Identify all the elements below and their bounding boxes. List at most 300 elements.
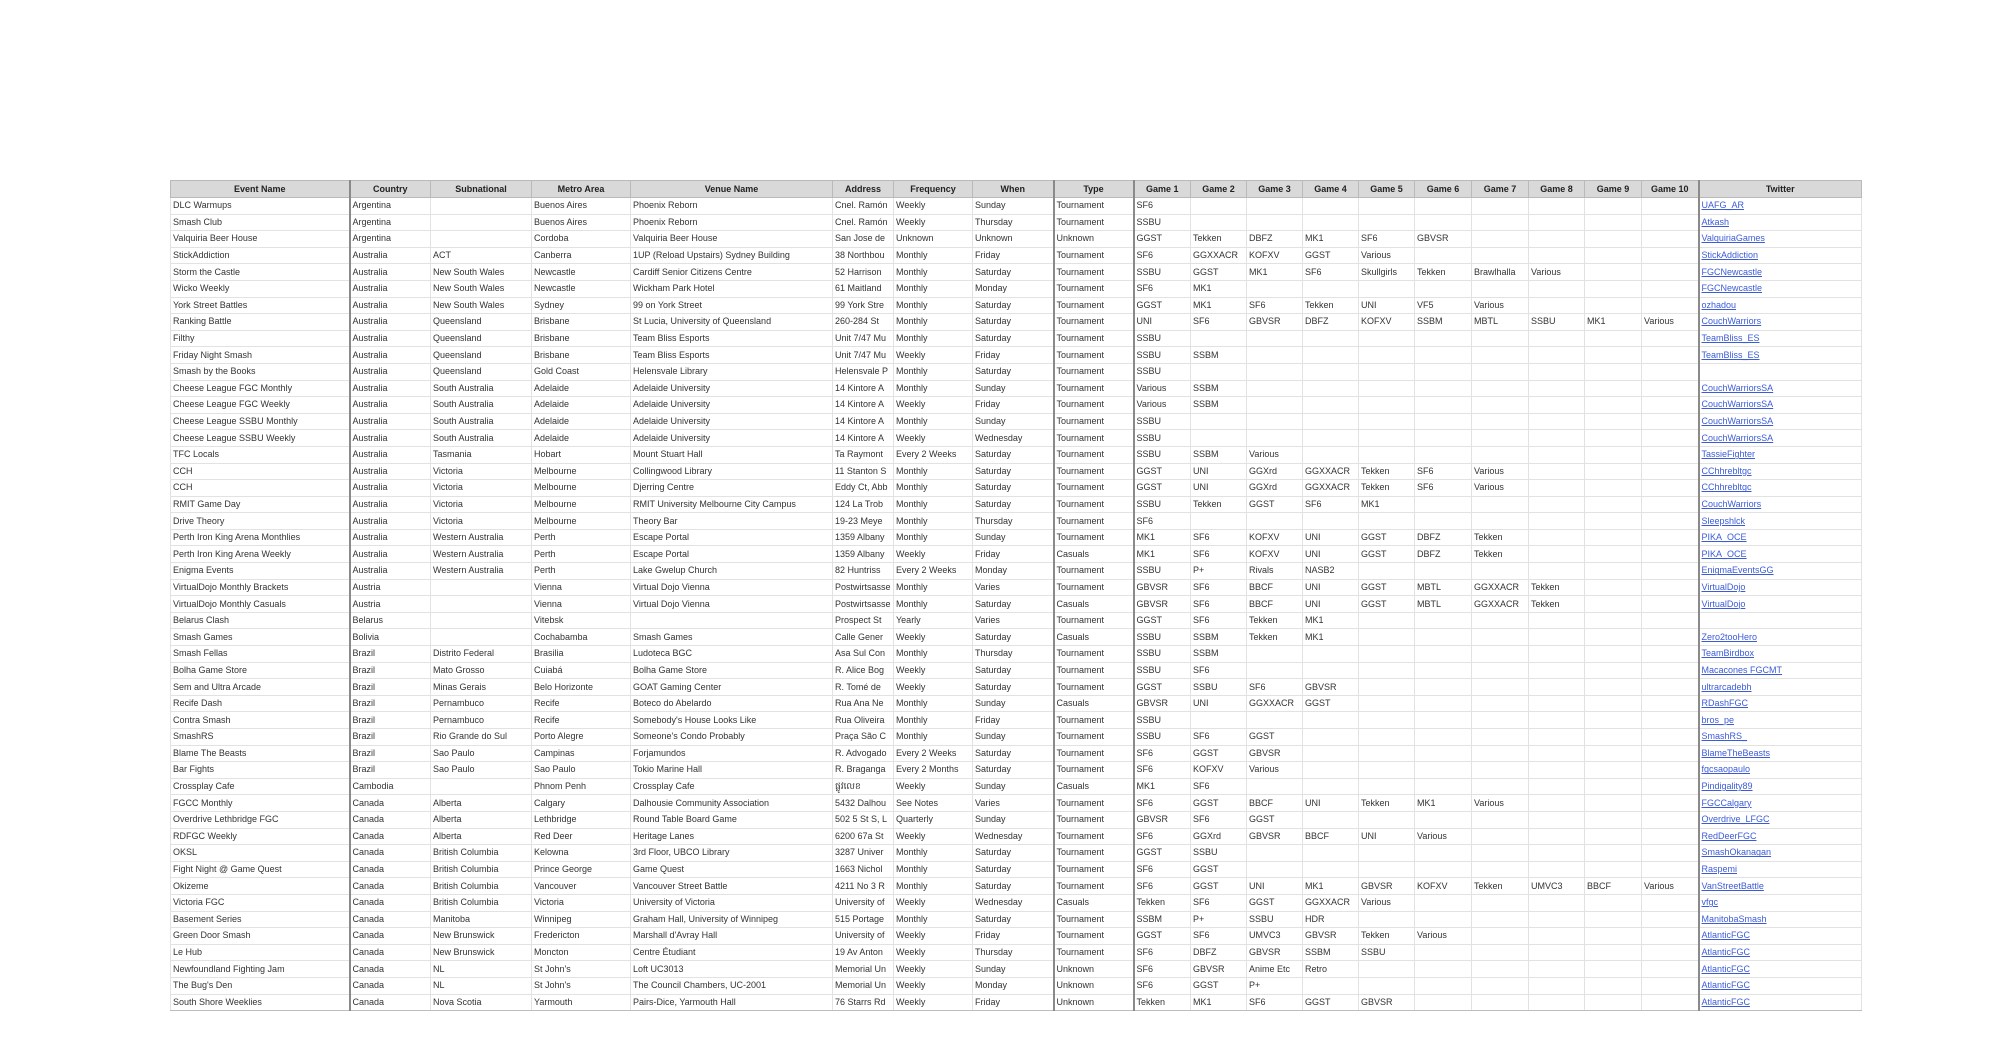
cell-game-9[interactable] [1585,845,1642,862]
cell-subnational[interactable]: ACT [431,247,532,264]
cell-address[interactable]: Eddy Ct, Abb [833,480,894,497]
cell-venue-name[interactable]: Adelaide University [631,380,833,397]
cell-game-7[interactable]: Various [1472,795,1529,812]
cell-game-8[interactable] [1529,729,1585,746]
twitter-link[interactable]: ValquiriaGames [1701,233,1765,244]
cell-when[interactable]: Wednesday [973,894,1054,911]
cell-type[interactable]: Tournament [1054,529,1134,546]
cell-twitter[interactable] [1699,446,1862,463]
cell-type[interactable]: Tournament [1054,811,1134,828]
twitter-link[interactable]: VanStreetBattle [1701,880,1764,891]
twitter-link[interactable]: Overdrive_LFGC [1701,814,1770,825]
cell-metro-area[interactable]: Adelaide [532,397,631,414]
cell-game-5[interactable] [1359,646,1415,663]
cell-game-9[interactable] [1585,363,1642,380]
cell-game-7[interactable]: Tekken [1472,878,1529,895]
cell-game-7[interactable] [1472,679,1529,696]
cell-frequency[interactable]: Weekly [894,977,973,994]
cell-subnational[interactable]: New South Wales [431,280,532,297]
cell-when[interactable]: Thursday [973,646,1054,663]
cell-game-10[interactable] [1642,596,1699,613]
cell-game-4[interactable]: MK1 [1303,231,1359,248]
twitter-link[interactable]: TassieFighter [1701,449,1756,460]
cell-subnational[interactable]: Pernambuco [431,712,532,729]
cell-game-2[interactable] [1191,430,1247,447]
cell-game-4[interactable]: MK1 [1303,612,1359,629]
cell-game-3[interactable]: GGST [1247,811,1303,828]
cell-game-2[interactable] [1191,363,1247,380]
cell-subnational[interactable] [431,198,532,215]
cell-game-4[interactable]: UNI [1303,596,1359,613]
cell-game-8[interactable] [1529,612,1585,629]
cell-address[interactable]: 14 Kintore A [833,413,894,430]
cell-address[interactable]: 1359 Albany [833,529,894,546]
cell-game-4[interactable] [1303,280,1359,297]
cell-subnational[interactable] [431,214,532,231]
cell-game-7[interactable] [1472,363,1529,380]
cell-address[interactable]: 61 Maitland [833,280,894,297]
cell-game-8[interactable] [1529,413,1585,430]
cell-game-9[interactable] [1585,629,1642,646]
cell-country[interactable]: Australia [350,363,431,380]
cell-game-3[interactable]: GGST [1247,894,1303,911]
cell-game-10[interactable] [1642,380,1699,397]
cell-game-6[interactable]: GBVSR [1415,231,1472,248]
cell-game-3[interactable]: Tekken [1247,629,1303,646]
cell-game-3[interactable]: SF6 [1247,297,1303,314]
cell-when[interactable]: Sunday [973,198,1054,215]
cell-frequency[interactable]: Weekly [894,214,973,231]
cell-twitter[interactable] [1699,828,1862,845]
cell-when[interactable]: Thursday [973,944,1054,961]
cell-venue-name[interactable]: Escape Portal [631,529,833,546]
cell-type[interactable]: Tournament [1054,247,1134,264]
cell-game-6[interactable] [1415,496,1472,513]
cell-game-5[interactable]: GGST [1359,546,1415,563]
cell-game-1[interactable]: SF6 [1134,944,1191,961]
cell-game-3[interactable]: GBVSR [1247,745,1303,762]
cell-country[interactable]: Canada [350,828,431,845]
cell-venue-name[interactable]: Adelaide University [631,430,833,447]
cell-game-5[interactable] [1359,363,1415,380]
cell-event-name[interactable]: VirtualDojo Monthly Casuals [171,596,350,613]
cell-game-4[interactable]: GGST [1303,247,1359,264]
cell-game-1[interactable]: MK1 [1134,546,1191,563]
cell-game-2[interactable]: GBVSR [1191,961,1247,978]
cell-country[interactable]: Brazil [350,729,431,746]
twitter-link[interactable]: CouchWarriorsSA [1701,416,1774,427]
cell-twitter[interactable] [1699,762,1862,779]
twitter-link[interactable]: CChhrebltgc [1701,465,1752,476]
cell-type[interactable]: Tournament [1054,463,1134,480]
cell-game-7[interactable] [1472,214,1529,231]
cell-game-9[interactable] [1585,596,1642,613]
cell-when[interactable]: Monday [973,280,1054,297]
column-header-game-9[interactable]: Game 9 [1585,181,1642,198]
cell-game-9[interactable] [1585,944,1642,961]
cell-country[interactable]: Australia [350,314,431,331]
cell-game-9[interactable] [1585,795,1642,812]
cell-game-1[interactable]: SSBU [1134,629,1191,646]
cell-game-1[interactable]: UNI [1134,314,1191,331]
cell-subnational[interactable]: Western Australia [431,529,532,546]
cell-game-2[interactable]: SF6 [1191,596,1247,613]
cell-game-8[interactable] [1529,662,1585,679]
twitter-link[interactable]: CouchWarriorsSA [1701,382,1774,393]
twitter-link[interactable]: AtlanticFGC [1701,980,1751,991]
cell-venue-name[interactable]: Team Bliss Esports [631,330,833,347]
cell-game-2[interactable]: SF6 [1191,529,1247,546]
cell-address[interactable]: 6200 67a St [833,828,894,845]
cell-game-8[interactable] [1529,646,1585,663]
twitter-link[interactable]: TeamBliss_ES [1701,349,1760,360]
cell-subnational[interactable]: Pernambuco [431,695,532,712]
cell-country[interactable]: Australia [350,380,431,397]
cell-game-6[interactable]: KOFXV [1415,878,1472,895]
cell-twitter[interactable] [1699,845,1862,862]
cell-twitter[interactable] [1699,347,1862,364]
cell-twitter[interactable] [1699,264,1862,281]
cell-subnational[interactable]: Victoria [431,513,532,530]
cell-country[interactable]: Canada [350,894,431,911]
cell-address[interactable]: Prospect St [833,612,894,629]
cell-game-7[interactable] [1472,894,1529,911]
cell-when[interactable]: Saturday [973,679,1054,696]
cell-when[interactable]: Sunday [973,380,1054,397]
cell-subnational[interactable] [431,612,532,629]
twitter-link[interactable]: Pindigality89 [1701,781,1753,792]
cell-game-7[interactable] [1472,231,1529,248]
cell-game-5[interactable] [1359,397,1415,414]
cell-game-6[interactable]: MBTL [1415,579,1472,596]
cell-game-10[interactable] [1642,679,1699,696]
cell-event-name[interactable]: Storm the Castle [171,264,350,281]
cell-game-8[interactable] [1529,247,1585,264]
cell-type[interactable]: Unknown [1054,231,1134,248]
cell-game-7[interactable] [1472,961,1529,978]
twitter-link[interactable]: SmashRS_ [1701,731,1748,742]
cell-game-3[interactable] [1247,363,1303,380]
cell-game-1[interactable]: SF6 [1134,247,1191,264]
cell-game-8[interactable] [1529,397,1585,414]
twitter-link[interactable]: Zero2tooHero [1701,631,1758,642]
cell-twitter[interactable] [1699,297,1862,314]
cell-game-7[interactable]: Tekken [1472,529,1529,546]
cell-game-2[interactable]: GGST [1191,878,1247,895]
cell-address[interactable]: 14 Kintore A [833,397,894,414]
cell-type[interactable]: Casuals [1054,695,1134,712]
cell-game-7[interactable] [1472,330,1529,347]
cell-address[interactable]: 4211 No 3 R [833,878,894,895]
cell-game-4[interactable] [1303,363,1359,380]
cell-address[interactable]: 14 Kintore A [833,430,894,447]
cell-game-5[interactable]: UNI [1359,297,1415,314]
cell-subnational[interactable]: British Columbia [431,861,532,878]
cell-subnational[interactable]: British Columbia [431,878,532,895]
cell-game-1[interactable]: MK1 [1134,778,1191,795]
cell-event-name[interactable]: Cheese League FGC Weekly [171,397,350,414]
cell-game-2[interactable]: SF6 [1191,579,1247,596]
cell-type[interactable]: Casuals [1054,778,1134,795]
twitter-link[interactable]: BlameTheBeasts [1701,747,1771,758]
cell-game-7[interactable]: Brawlhalla [1472,264,1529,281]
cell-event-name[interactable]: TFC Locals [171,446,350,463]
cell-type[interactable]: Tournament [1054,214,1134,231]
cell-metro-area[interactable]: Adelaide [532,380,631,397]
cell-address[interactable]: 5432 Dalhou [833,795,894,812]
cell-game-2[interactable]: SSBM [1191,380,1247,397]
cell-subnational[interactable]: Victoria [431,496,532,513]
cell-game-10[interactable] [1642,363,1699,380]
cell-game-5[interactable]: UNI [1359,828,1415,845]
cell-address[interactable]: 515 Portage [833,911,894,928]
cell-game-6[interactable] [1415,629,1472,646]
cell-game-6[interactable] [1415,861,1472,878]
cell-address[interactable]: Cnel. Ramón [833,214,894,231]
column-header-event-name[interactable]: Event Name [171,181,350,198]
cell-when[interactable]: Sunday [973,695,1054,712]
cell-game-2[interactable]: GGXrd [1191,828,1247,845]
cell-game-8[interactable] [1529,828,1585,845]
cell-game-5[interactable] [1359,662,1415,679]
cell-game-8[interactable] [1529,695,1585,712]
cell-country[interactable]: Austria [350,579,431,596]
cell-subnational[interactable]: NL [431,977,532,994]
cell-when[interactable]: Saturday [973,745,1054,762]
cell-game-3[interactable] [1247,845,1303,862]
cell-game-7[interactable] [1472,994,1529,1011]
cell-game-2[interactable]: MK1 [1191,297,1247,314]
cell-game-8[interactable] [1529,745,1585,762]
cell-game-6[interactable] [1415,977,1472,994]
cell-venue-name[interactable]: Helensvale Library [631,363,833,380]
cell-game-9[interactable] [1585,662,1642,679]
cell-frequency[interactable]: Weekly [894,928,973,945]
cell-game-6[interactable]: Tekken [1415,264,1472,281]
cell-metro-area[interactable]: Vancouver [532,878,631,895]
cell-game-9[interactable] [1585,894,1642,911]
cell-metro-area[interactable]: Melbourne [532,463,631,480]
cell-game-7[interactable] [1472,729,1529,746]
cell-address[interactable]: Rua Ana Ne [833,695,894,712]
cell-game-10[interactable] [1642,529,1699,546]
cell-game-9[interactable] [1585,612,1642,629]
cell-game-2[interactable]: Tekken [1191,496,1247,513]
cell-game-2[interactable]: KOFXV [1191,762,1247,779]
cell-game-5[interactable] [1359,214,1415,231]
cell-game-2[interactable] [1191,198,1247,215]
cell-game-1[interactable]: SF6 [1134,762,1191,779]
cell-event-name[interactable]: Smash Fellas [171,646,350,663]
cell-twitter[interactable] [1699,646,1862,663]
cell-venue-name[interactable] [631,612,833,629]
cell-game-4[interactable] [1303,861,1359,878]
cell-game-1[interactable]: SSBU [1134,496,1191,513]
cell-event-name[interactable]: FGCC Monthly [171,795,350,812]
cell-metro-area[interactable]: Campinas [532,745,631,762]
cell-game-10[interactable] [1642,546,1699,563]
column-header-twitter[interactable]: Twitter [1699,181,1862,198]
cell-address[interactable]: R. Alice Bog [833,662,894,679]
cell-game-10[interactable] [1642,446,1699,463]
cell-game-10[interactable] [1642,662,1699,679]
cell-game-8[interactable]: UMVC3 [1529,878,1585,895]
cell-game-6[interactable] [1415,994,1472,1011]
cell-game-8[interactable] [1529,430,1585,447]
cell-subnational[interactable] [431,579,532,596]
cell-game-2[interactable]: UNI [1191,463,1247,480]
cell-frequency[interactable]: Weekly [894,778,973,795]
cell-game-1[interactable]: SSBU [1134,363,1191,380]
cell-type[interactable]: Tournament [1054,828,1134,845]
cell-country[interactable]: Brazil [350,695,431,712]
cell-when[interactable]: Wednesday [973,430,1054,447]
cell-game-3[interactable]: KOFXV [1247,529,1303,546]
cell-twitter[interactable] [1699,679,1862,696]
cell-game-7[interactable]: Various [1472,297,1529,314]
cell-game-3[interactable]: BBCF [1247,596,1303,613]
cell-game-4[interactable]: GBVSR [1303,679,1359,696]
cell-type[interactable]: Unknown [1054,977,1134,994]
cell-frequency[interactable]: Weekly [894,546,973,563]
cell-game-3[interactable] [1247,430,1303,447]
cell-game-7[interactable] [1472,413,1529,430]
cell-game-9[interactable] [1585,347,1642,364]
cell-frequency[interactable]: Monthly [894,695,973,712]
cell-game-7[interactable] [1472,811,1529,828]
cell-address[interactable]: Rua Oliveira [833,712,894,729]
cell-game-9[interactable] [1585,911,1642,928]
cell-game-2[interactable]: GGST [1191,745,1247,762]
cell-twitter[interactable] [1699,247,1862,264]
cell-game-7[interactable]: Various [1472,463,1529,480]
cell-when[interactable]: Friday [973,546,1054,563]
column-header-game-6[interactable]: Game 6 [1415,181,1472,198]
cell-when[interactable]: Sunday [973,729,1054,746]
cell-twitter[interactable] [1699,596,1862,613]
cell-game-6[interactable] [1415,413,1472,430]
cell-game-8[interactable] [1529,762,1585,779]
cell-country[interactable]: Canada [350,977,431,994]
cell-game-5[interactable]: Various [1359,894,1415,911]
twitter-link[interactable]: EnigmaEventsGG [1701,565,1774,576]
cell-frequency[interactable]: Weekly [894,961,973,978]
column-header-game-2[interactable]: Game 2 [1191,181,1247,198]
cell-game-4[interactable] [1303,729,1359,746]
cell-game-1[interactable]: SSBU [1134,430,1191,447]
cell-game-1[interactable]: GBVSR [1134,811,1191,828]
cell-metro-area[interactable]: Hobart [532,446,631,463]
cell-game-5[interactable]: Various [1359,247,1415,264]
cell-game-4[interactable]: BBCF [1303,828,1359,845]
cell-subnational[interactable]: Manitoba [431,911,532,928]
cell-address[interactable]: Postwirtsasse [833,579,894,596]
cell-game-7[interactable] [1472,380,1529,397]
cell-event-name[interactable]: Valquiria Beer House [171,231,350,248]
cell-game-2[interactable]: SSBM [1191,347,1247,364]
cell-venue-name[interactable]: Crossplay Cafe [631,778,833,795]
cell-type[interactable]: Tournament [1054,380,1134,397]
cell-game-1[interactable]: SF6 [1134,961,1191,978]
cell-event-name[interactable]: Bolha Game Store [171,662,350,679]
cell-game-4[interactable]: UNI [1303,529,1359,546]
cell-event-name[interactable]: OKSL [171,845,350,862]
cell-game-6[interactable] [1415,612,1472,629]
cell-game-5[interactable] [1359,961,1415,978]
cell-country[interactable]: Canada [350,845,431,862]
cell-event-name[interactable]: Smash by the Books [171,363,350,380]
twitter-link[interactable]: ultrarcadebh [1701,681,1752,692]
cell-game-3[interactable]: Various [1247,762,1303,779]
cell-when[interactable]: Sunday [973,529,1054,546]
cell-frequency[interactable]: Monthly [894,596,973,613]
cell-game-2[interactable] [1191,712,1247,729]
cell-venue-name[interactable]: 1UP (Reload Upstairs) Sydney Building [631,247,833,264]
cell-game-5[interactable]: Tekken [1359,463,1415,480]
cell-subnational[interactable]: Western Australia [431,546,532,563]
cell-metro-area[interactable]: Perth [532,563,631,580]
cell-twitter[interactable] [1699,314,1862,331]
cell-subnational[interactable]: Victoria [431,480,532,497]
cell-game-7[interactable] [1472,977,1529,994]
cell-frequency[interactable]: Weekly [894,994,973,1011]
cell-twitter[interactable] [1699,397,1862,414]
cell-game-8[interactable] [1529,297,1585,314]
cell-game-9[interactable] [1585,563,1642,580]
cell-game-10[interactable] [1642,828,1699,845]
cell-country[interactable]: Australia [350,397,431,414]
cell-event-name[interactable]: York Street Battles [171,297,350,314]
cell-game-3[interactable]: MK1 [1247,264,1303,281]
cell-type[interactable]: Tournament [1054,944,1134,961]
cell-event-name[interactable]: Belarus Clash [171,612,350,629]
column-header-address[interactable]: Address [833,181,894,198]
cell-type[interactable]: Tournament [1054,363,1134,380]
cell-when[interactable]: Monday [973,977,1054,994]
twitter-link[interactable]: PIKA_OCE [1701,532,1747,543]
cell-game-1[interactable]: GBVSR [1134,596,1191,613]
cell-subnational[interactable]: South Australia [431,380,532,397]
cell-game-5[interactable] [1359,679,1415,696]
column-header-country[interactable]: Country [350,181,431,198]
cell-metro-area[interactable]: Yarmouth [532,994,631,1011]
cell-country[interactable]: Canada [350,911,431,928]
cell-game-1[interactable]: MK1 [1134,529,1191,546]
cell-venue-name[interactable]: Team Bliss Esports [631,347,833,364]
cell-type[interactable]: Tournament [1054,712,1134,729]
cell-game-6[interactable] [1415,347,1472,364]
cell-when[interactable]: Sunday [973,811,1054,828]
cell-country[interactable]: Brazil [350,646,431,663]
cell-game-5[interactable] [1359,413,1415,430]
cell-subnational[interactable]: Tasmania [431,446,532,463]
cell-game-8[interactable] [1529,496,1585,513]
cell-game-10[interactable] [1642,264,1699,281]
cell-game-9[interactable] [1585,861,1642,878]
cell-type[interactable]: Tournament [1054,679,1134,696]
cell-game-3[interactable]: DBFZ [1247,231,1303,248]
cell-game-8[interactable] [1529,198,1585,215]
column-header-subnational[interactable]: Subnational [431,181,532,198]
cell-game-5[interactable] [1359,712,1415,729]
cell-game-6[interactable] [1415,214,1472,231]
cell-metro-area[interactable]: Buenos Aires [532,198,631,215]
cell-metro-area[interactable]: Lethbridge [532,811,631,828]
cell-venue-name[interactable]: Virtual Dojo Vienna [631,579,833,596]
cell-twitter[interactable] [1699,546,1862,563]
cell-subnational[interactable]: Victoria [431,463,532,480]
cell-game-3[interactable]: Rivals [1247,563,1303,580]
